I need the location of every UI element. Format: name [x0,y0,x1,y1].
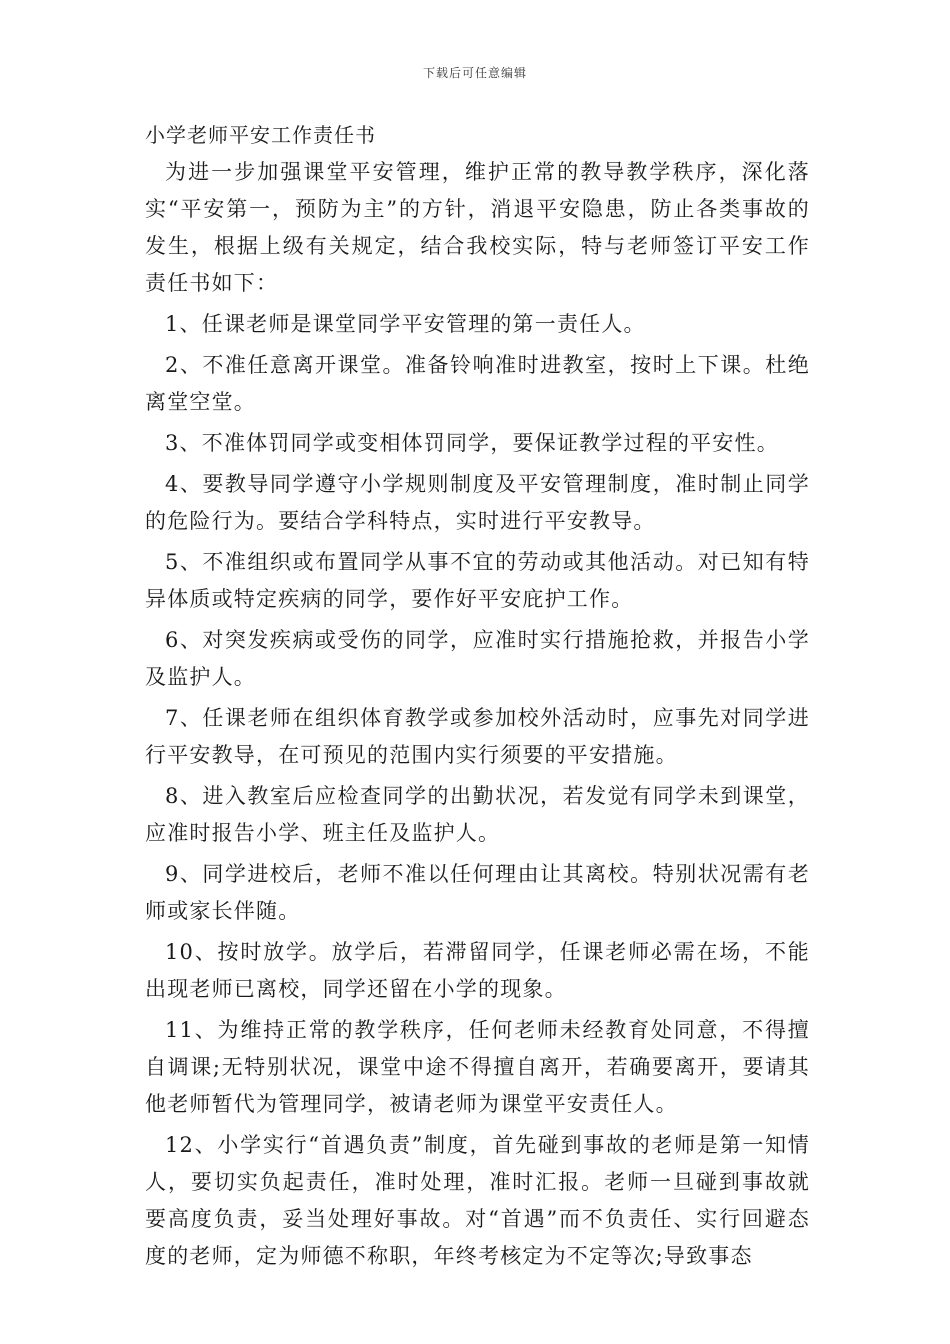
list-item: 1、任课老师是课堂同学平安管理的第一责任人。 [165,312,646,336]
list-item: 5、不准组织或布置同学从事不宜的劳动或其他活动。对已知有特异体质或特定疾病的同学，要作好平安庇护工作。 [145,550,810,611]
document-body [145,116,810,1275]
header-note: 下载后可任意编辑 [422,66,527,80]
list-item: 6、对突发疾病或受伤的同学，应准时实行措施抢救，并报告小学及监护人。 [145,628,810,689]
list-item: 2、不准任意离开课堂。准备铃响准时进教室，按时上下课。杜绝离堂空堂。 [145,353,810,414]
list-item: 9、同学进校后，老师不准以任何理由让其离校。特别状况需有老师或家长伴随。 [145,862,810,923]
list-item: 3、不准体罚同学或变相体罚同学，要保证教学过程的平安性。 [165,431,779,455]
list-item: 7、任课老师在组织体育教学或参加校外活动时，应事先对同学进行平安教导，在可预见的范围内实行须要的平安措施。 [145,706,810,767]
list-item: 10、按时放学。放学后，若滞留同学，任课老师必需在场，不能出现老师已离校，同学还留在小学的现象。 [145,940,810,1001]
list-item: 4、要教导同学遵守小学规则制度及平安管理制度，准时制止同学的危险行为。要结合学科特点，实时进行平安教导。 [145,472,810,533]
list-item: 8、进入教室后应检查同学的出勤状况，若发觉有同学未到课堂，应准时报告小学、班主任及监护人。 [145,784,810,845]
intro-paragraph: 为进一步加强课堂平安管理，维护正常的教导教学秩序，深化落实“平安第一，预防为主”的方针，消退平安隐患，防止各类事故的发生，根据上级有关规定，结合我校实际，特与老师签订平安工作责任书如下： [145,160,810,295]
list-item: 11、为维持正常的教学秩序，任何老师未经教育处同意，不得擅自调课;无特别状况，课堂中途不得擅自离开，若确要离开，要请其他老师暂代为管理同学，被请老师为课堂平安责任人。 [145,1018,810,1116]
document-title: 小学老师平安工作责任书 [145,123,376,147]
list-item: 12、小学实行“首遇负责”制度，首先碰到事故的老师是第一知情人，要切实负起责任，准时处理，准时汇报。老师一旦碰到事故就要高度负责，妥当处理好事故。对“首遇”而不负责任、实行回避态度的老师，定为师德不称职，年终考核定为不定等次;导致事态 [145,1133,810,1268]
